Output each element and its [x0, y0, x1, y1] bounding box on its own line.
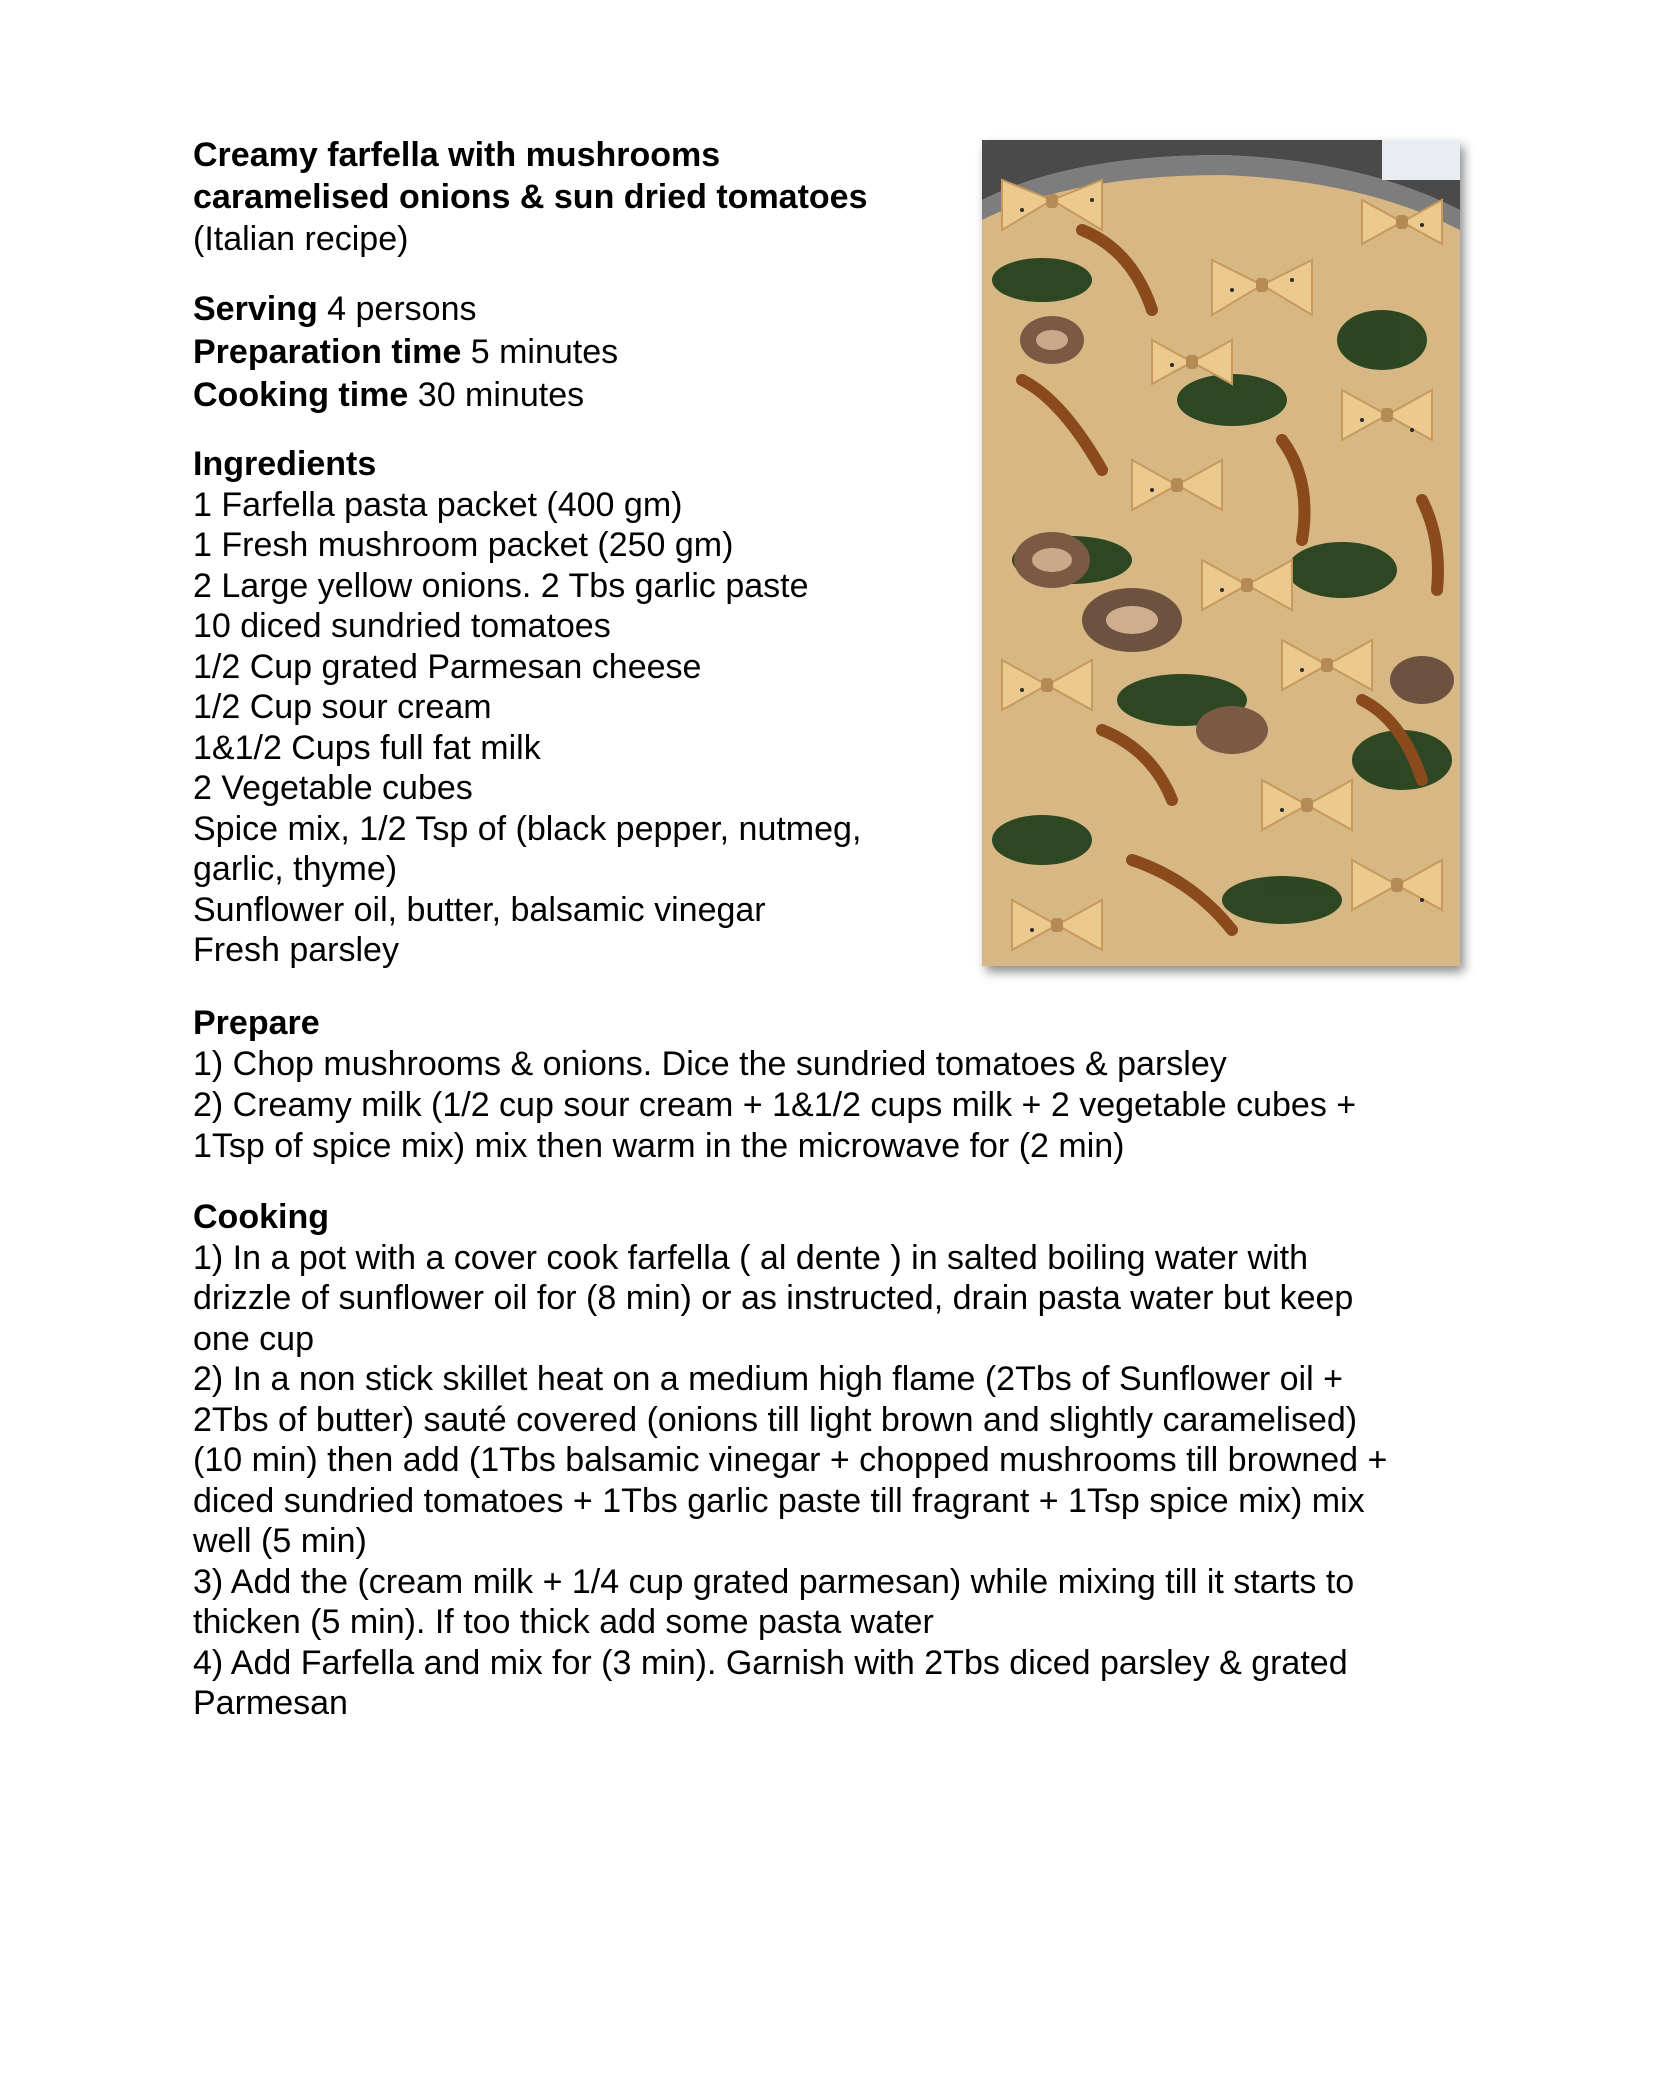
ingredient-item: 10 diced sundried tomatoes	[193, 607, 611, 645]
recipe-title-line-2: caramelised onions & sun dried tomatoes	[193, 178, 868, 216]
prepare-step-line: 1Tsp of spice mix) mix then warm in the microwave for (2 min)	[193, 1127, 1125, 1165]
prepare-section	[193, 1003, 1453, 1167]
ingredient-item: 2 Large yellow onions. 2 Tbs garlic paste	[193, 566, 809, 605]
serving-label: Serving	[193, 290, 318, 328]
cook-time-value: 30 minutes	[408, 376, 585, 414]
recipe-meta	[193, 288, 618, 417]
cook-time-row	[193, 374, 618, 417]
ingredient-item: garlic, thyme)	[193, 850, 398, 888]
ingredient-item: 1 Fresh mushroom packet (250 gm)	[193, 526, 734, 564]
ingredient-item: 1&1/2 Cups full fat milk	[193, 728, 541, 767]
recipe-title-block	[193, 134, 953, 260]
prep-time-row	[193, 331, 618, 374]
cooking-step-line: 3) Add the (cream milk + 1/4 cup grated parmesan) while mixing till it starts to	[193, 1562, 1355, 1601]
ingredient-item: Sunflower oil, butter, balsamic vinegar	[193, 890, 766, 929]
cooking-section	[193, 1197, 1453, 1724]
prepare-heading: Prepare	[193, 1004, 320, 1042]
cooking-step-line: 1) In a pot with a cover cook farfella ( al dente ) in salted boiling water with	[193, 1238, 1309, 1277]
serving-value: 4 persons	[317, 290, 477, 328]
ingredient-item: 1/2 Cup sour cream	[193, 688, 492, 726]
cooking-step-line: 2) In a non stick skillet heat on a medium high flame (2Tbs of Sunflower oil +	[193, 1360, 1343, 1398]
ingredients-section	[193, 444, 953, 971]
cooking-step-line: thicken (5 min). If too thick add some pasta water	[193, 1603, 934, 1641]
prep-time-label: Preparation time	[193, 333, 462, 371]
recipe-origin: (Italian recipe)	[193, 220, 409, 258]
cooking-step-line: one cup	[193, 1319, 314, 1358]
prepare-step-line: 2) Creamy milk (1/2 cup sour cream + 1&1/2 cups milk + 2 vegetable cubes +	[193, 1086, 1357, 1124]
ingredient-item: Spice mix, 1/2 Tsp of (black pepper, nutmeg,	[193, 809, 862, 848]
cook-time-label: Cooking time	[193, 376, 409, 414]
ingredients-heading: Ingredients	[193, 445, 377, 483]
pasta-dish-illustration	[982, 140, 1460, 966]
prepare-step-line: 1) Chop mushrooms & onions. Dice the sundried tomatoes & parsley	[193, 1045, 1227, 1083]
ingredient-item: Fresh parsley	[193, 931, 399, 969]
cooking-step-line: 2Tbs of butter) sauté covered (onions till light brown and slightly caramelised)	[193, 1400, 1358, 1439]
serving-row	[193, 288, 618, 331]
cooking-step-line: (10 min) then add (1Tbs balsamic vinegar + chopped mushrooms till browned +	[193, 1441, 1388, 1479]
ingredient-item: 1 Farfella pasta packet (400 gm)	[193, 485, 683, 524]
ingredient-item: 1/2 Cup grated Parmesan cheese	[193, 647, 702, 686]
cooking-step-line: drizzle of sunflower oil for (8 min) or as instructed, drain pasta water but keep	[193, 1279, 1354, 1317]
ingredient-item: 2 Vegetable cubes	[193, 769, 473, 807]
recipe-title-line-1: Creamy farfella with mushrooms	[193, 136, 721, 174]
cooking-step-line: Parmesan	[193, 1684, 348, 1722]
prep-time-value: 5 minutes	[461, 333, 619, 371]
cooking-heading: Cooking	[193, 1198, 329, 1236]
cooking-step-line: 4) Add Farfella and mix for (3 min). Garnish with 2Tbs diced parsley & grated	[193, 1643, 1348, 1682]
cooking-step-line: diced sundried tomatoes + 1Tbs garlic paste till fragrant + 1Tsp spice mix) mix	[193, 1481, 1365, 1520]
pasta-dish-photo	[982, 140, 1460, 966]
cooking-step-line: well (5 min)	[193, 1522, 367, 1560]
